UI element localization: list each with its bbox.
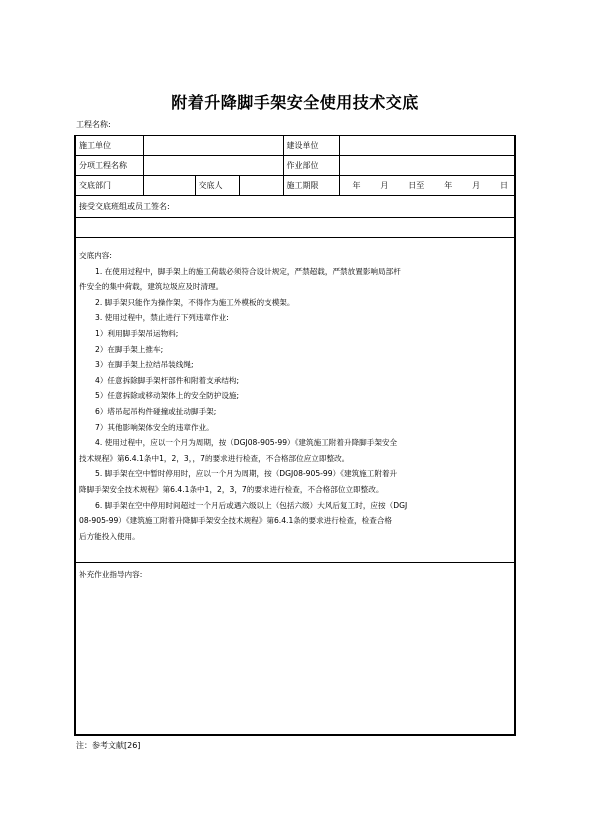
content-line: 3）在脚手架上拉结吊装线绳;: [95, 360, 194, 370]
handover-dept-label: 交底部门: [75, 176, 143, 196]
work-location-label: 作业部位: [283, 156, 339, 176]
row-supplement: [75, 563, 515, 736]
footnote: 注：参考文献[26]: [76, 741, 141, 750]
content-line: 4. 使用过程中，应以一个月为周期，按（DGJ08-905-99）《建筑施工附着升降脚手架安全: [95, 438, 398, 448]
construction-period-field[interactable]: [339, 176, 515, 196]
construction-period-label: 施工期限: [283, 176, 339, 196]
period-dates: 年 月 日至 年 月 日: [352, 180, 508, 190]
content-cell: [75, 238, 515, 563]
row-signature: [75, 196, 515, 218]
handover-dept-field[interactable]: [143, 176, 195, 196]
construction-unit-label: 施工单位: [75, 136, 143, 156]
row-handover-dept: [75, 176, 515, 196]
content-label: 交底内容:: [79, 251, 112, 260]
row-subproject: [75, 156, 515, 176]
document-title: 附着升降脚手架安全使用技术交底: [171, 93, 419, 112]
content-line: 技术规程》第6.4.1条中1，2，3，，7的要求进行检查，不合格部位应立即整改。: [79, 453, 350, 463]
supplement-label: 补充作业指导内容:: [79, 570, 143, 579]
work-location-field[interactable]: [339, 156, 515, 176]
content-line: 降脚手架安全技术规程》第6.4.1条中1，2，3，7的要求进行检查，不合格部位立即整改。: [79, 484, 384, 494]
content-line: 件安全的集中荷载，建筑垃圾应及时清理。: [79, 282, 224, 292]
signature-field[interactable]: [75, 218, 515, 238]
content-line: 5）任意拆除或移动架体上的安全防护设施;: [95, 391, 240, 401]
handover-person-field[interactable]: [239, 176, 283, 196]
construction-unit-field[interactable]: [143, 136, 283, 156]
content-line: 08-905-99）《建筑施工附着升降脚手架安全技术规程》第6.4.1条的要求进行检查，检查合格: [79, 516, 393, 526]
subproject-name-field[interactable]: [143, 156, 283, 176]
subproject-name-label: 分项工程名称: [75, 156, 143, 176]
handover-person-label: 交底人: [195, 176, 239, 196]
supplement-cell[interactable]: [75, 563, 515, 736]
content-line: 1）利用脚手架吊运物料;: [95, 328, 179, 338]
project-name-label: 工程名称:: [76, 120, 111, 129]
owner-unit-label: 建设单位: [283, 136, 339, 156]
row-signature-blank: [75, 218, 515, 238]
content-line: 7）其他影响架体安全的违章作业。: [95, 422, 214, 432]
content-line: 6. 脚手架在空中停用时间超过一个月后或遇六级以上（包括六级）大风后复工时，应按（DGJ: [95, 500, 408, 510]
row-content: [75, 238, 515, 563]
signature-label: 接受交底班组或员工签名:: [75, 196, 515, 218]
row-construction-unit: [75, 136, 515, 156]
content-line: 6）塔吊起吊构件碰撞或扯动脚手架;: [95, 406, 217, 416]
content-line: 4）任意拆除脚手架杆部件和附着支承结构;: [95, 375, 240, 385]
content-line: 2）在脚手架上推车;: [95, 344, 164, 354]
content-line: 1. 在使用过程中，脚手架上的施工荷载必须符合设计规定，严禁超载，严禁放置影响局部杆: [95, 266, 401, 276]
content-line: 2. 脚手架只能作为操作架，不得作为施工外模板的支模架。: [95, 297, 295, 307]
content-line: 后方能投入使用。: [79, 531, 140, 541]
content-line: 5. 脚手架在空中暂时停用时，应以一个月为周期，按（DGJ08-905-99）《建筑施工附着升: [95, 469, 398, 479]
owner-unit-field[interactable]: [339, 136, 515, 156]
content-line: 3. 使用过程中，禁止进行下列违章作业:: [95, 313, 229, 323]
handover-form-table: [74, 135, 516, 736]
